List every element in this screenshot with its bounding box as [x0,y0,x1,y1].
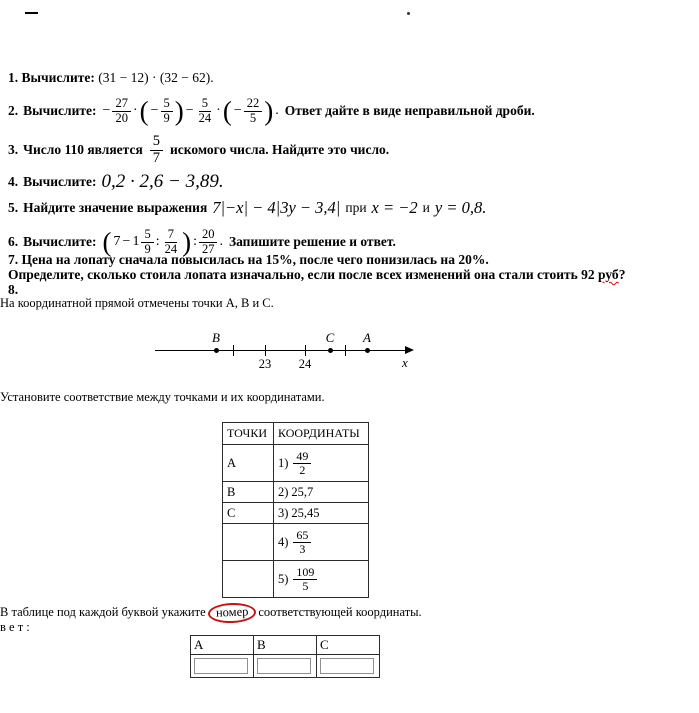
tick-mark [305,345,306,356]
instruction-text: В таблице под каждой буквой укажите [0,605,206,619]
answer-cell-a [191,655,254,678]
coordinate-cell [274,503,369,524]
problem-number: 7. [8,252,19,267]
option-number: 1) [278,455,289,470]
table-row [223,445,369,482]
coordinate-cell [274,561,369,598]
problem-3 [8,131,389,169]
divide-sign: : [193,234,197,250]
circled-word-annotation: номер [207,602,256,624]
fraction: $\frac{7}{24}$ [164,227,178,256]
table-row [223,482,369,503]
expression: 7|−x| − 4|3y − 3,4| [212,197,341,217]
option-number: 2) [278,484,289,499]
question-mark: ? [618,267,626,282]
problem-number: 3. [8,141,19,157]
tick-mark [345,345,346,356]
answer-label-cropped: в е т : [0,620,30,634]
point-cell [223,524,274,561]
fraction: $\frac{20}{27}$ [199,228,218,256]
option-number: 3) [278,505,289,520]
problem-number: 1. [8,70,19,85]
number: 1 [132,234,140,250]
point-dot-c [328,348,333,353]
minus-sign: − [122,234,131,250]
expression: (31 − 12) · (32 − 62). [98,70,214,85]
problem-4 [8,170,224,194]
problem-text: Определите, сколько стоила лопата изначально, если после всех изменений она стали стоить 92 [8,267,595,282]
connector-word: при [345,199,367,215]
problem-number: 5. [8,199,19,215]
problem-title: Вычислите: [23,173,97,189]
problem-title: Вычислите: [23,102,97,118]
problem-title: Вычислите: [21,70,95,85]
point-dot-a [365,348,370,353]
fraction: $\frac{65}{3}$ [293,529,311,556]
problem-7-line2 [8,267,625,284]
answer-header-a: A [191,636,254,655]
expression: 0,2 · 2,6 − 3,89. [101,171,224,193]
axis-arrowhead-icon [405,346,414,354]
match-instruction: Установите соответствие между точками и их координатами. [0,390,325,404]
fraction: $\frac{27}{20}$ [112,97,131,125]
divide-sign: : [155,234,160,250]
fraction: $\frac{5}{7}$ [150,134,163,166]
misspelled-word: руб [598,267,619,282]
footer-instruction [0,603,422,623]
stray-dot-mark [407,12,410,15]
problem-number: 8. [8,282,19,297]
fraction: $\frac{109}{5}$ [293,566,317,593]
axis-label: x [402,355,408,370]
paren-close: ) [174,95,184,126]
answer-header-c: C [317,636,380,655]
table-header-row [223,423,369,445]
instruction-text: соответствующей координаты. [258,605,422,619]
expression [102,97,280,125]
tick-mark [233,345,234,356]
problem-title: Вычислите: [23,233,97,249]
option-value: 25,7 [291,484,314,499]
paren-open: ( [139,95,149,126]
table-row [223,503,369,524]
multiply-sign: · [132,103,138,119]
minus-sign: − [233,103,242,119]
number: 7 [113,234,121,250]
point-cell: B [223,482,274,503]
answer-input-row [191,655,380,678]
point-cell: C [223,503,274,524]
problem-2 [8,90,535,132]
problem-suffix: Ответ дайте в виде неправильной дроби. [284,102,535,118]
point-cell: A [223,445,274,482]
answer-header-b: B [254,636,317,655]
paren-open: ( [102,226,112,257]
problem-5 [8,194,486,222]
problem-number: 4. [8,173,19,189]
answer-input-b[interactable] [257,658,311,674]
number-line [150,328,440,378]
table-row [223,561,369,598]
point-label-b: B [212,330,220,345]
answer-table [190,635,380,678]
tick-label: 23 [258,357,272,371]
option-value: 25,45 [291,505,320,520]
problem-1 [8,70,214,87]
point-label-a: A [363,330,371,345]
answer-header-row [191,636,380,655]
point-label-c: C [325,330,335,345]
option-number: 4) [278,534,289,549]
minus-sign: − [185,103,194,119]
period: . [275,103,279,119]
problem-suffix: Запишите решение и ответ. [228,233,396,249]
column-header-coordinates: КООРДИНАТЫ [274,423,369,445]
expression: y = 0,8. [434,197,487,217]
column-header-points: ТОЧКИ [223,423,274,445]
problem-number: 6. [8,233,19,249]
paren-open: ( [222,95,232,126]
fraction: $\frac{49}{2}$ [293,450,311,477]
tick-label: 24 [298,357,312,371]
answer-input-c[interactable] [320,658,374,674]
problem-number: 2. [8,102,19,118]
problem-text: Найдите значение выражения [23,199,208,215]
paren-close: ) [264,95,274,126]
tick-mark [265,345,266,356]
option-number: 5) [278,571,289,586]
period: . [219,234,223,250]
minus-sign: − [150,103,159,119]
paren-close: ) [182,226,192,257]
multiply-sign: · [216,103,221,119]
answer-input-a[interactable] [194,658,248,674]
problem-8-intro: На координатной прямой отмечены точки A, B и C. [0,296,274,310]
fraction: $\frac{5}{9}$ [161,97,173,125]
minus-sign: − [102,103,111,119]
coordinate-cell [274,445,369,482]
fraction: $\frac{5}{24}$ [198,96,212,125]
coordinate-cell [274,482,369,503]
table-row [223,524,369,561]
problem-text: искомого числа. Найдите это число. [170,141,390,157]
problem-text: Число 110 является [23,141,143,157]
point-dot-b [214,348,219,353]
fraction: $\frac{5}{9}$ [141,228,153,256]
answer-cell-b [254,655,317,678]
connector-word: и [422,199,430,215]
problem-text: Цена на лопату сначала повысилась на 15%, после чего понизилась на 20%. [21,252,489,267]
answer-cell-c [317,655,380,678]
fraction: $\frac{22}{5}$ [244,97,263,125]
point-cell [223,561,274,598]
coordinate-cell [274,524,369,561]
coordinates-table [222,422,369,598]
stray-dash-mark [25,12,38,14]
expression: x = −2 [371,197,418,217]
